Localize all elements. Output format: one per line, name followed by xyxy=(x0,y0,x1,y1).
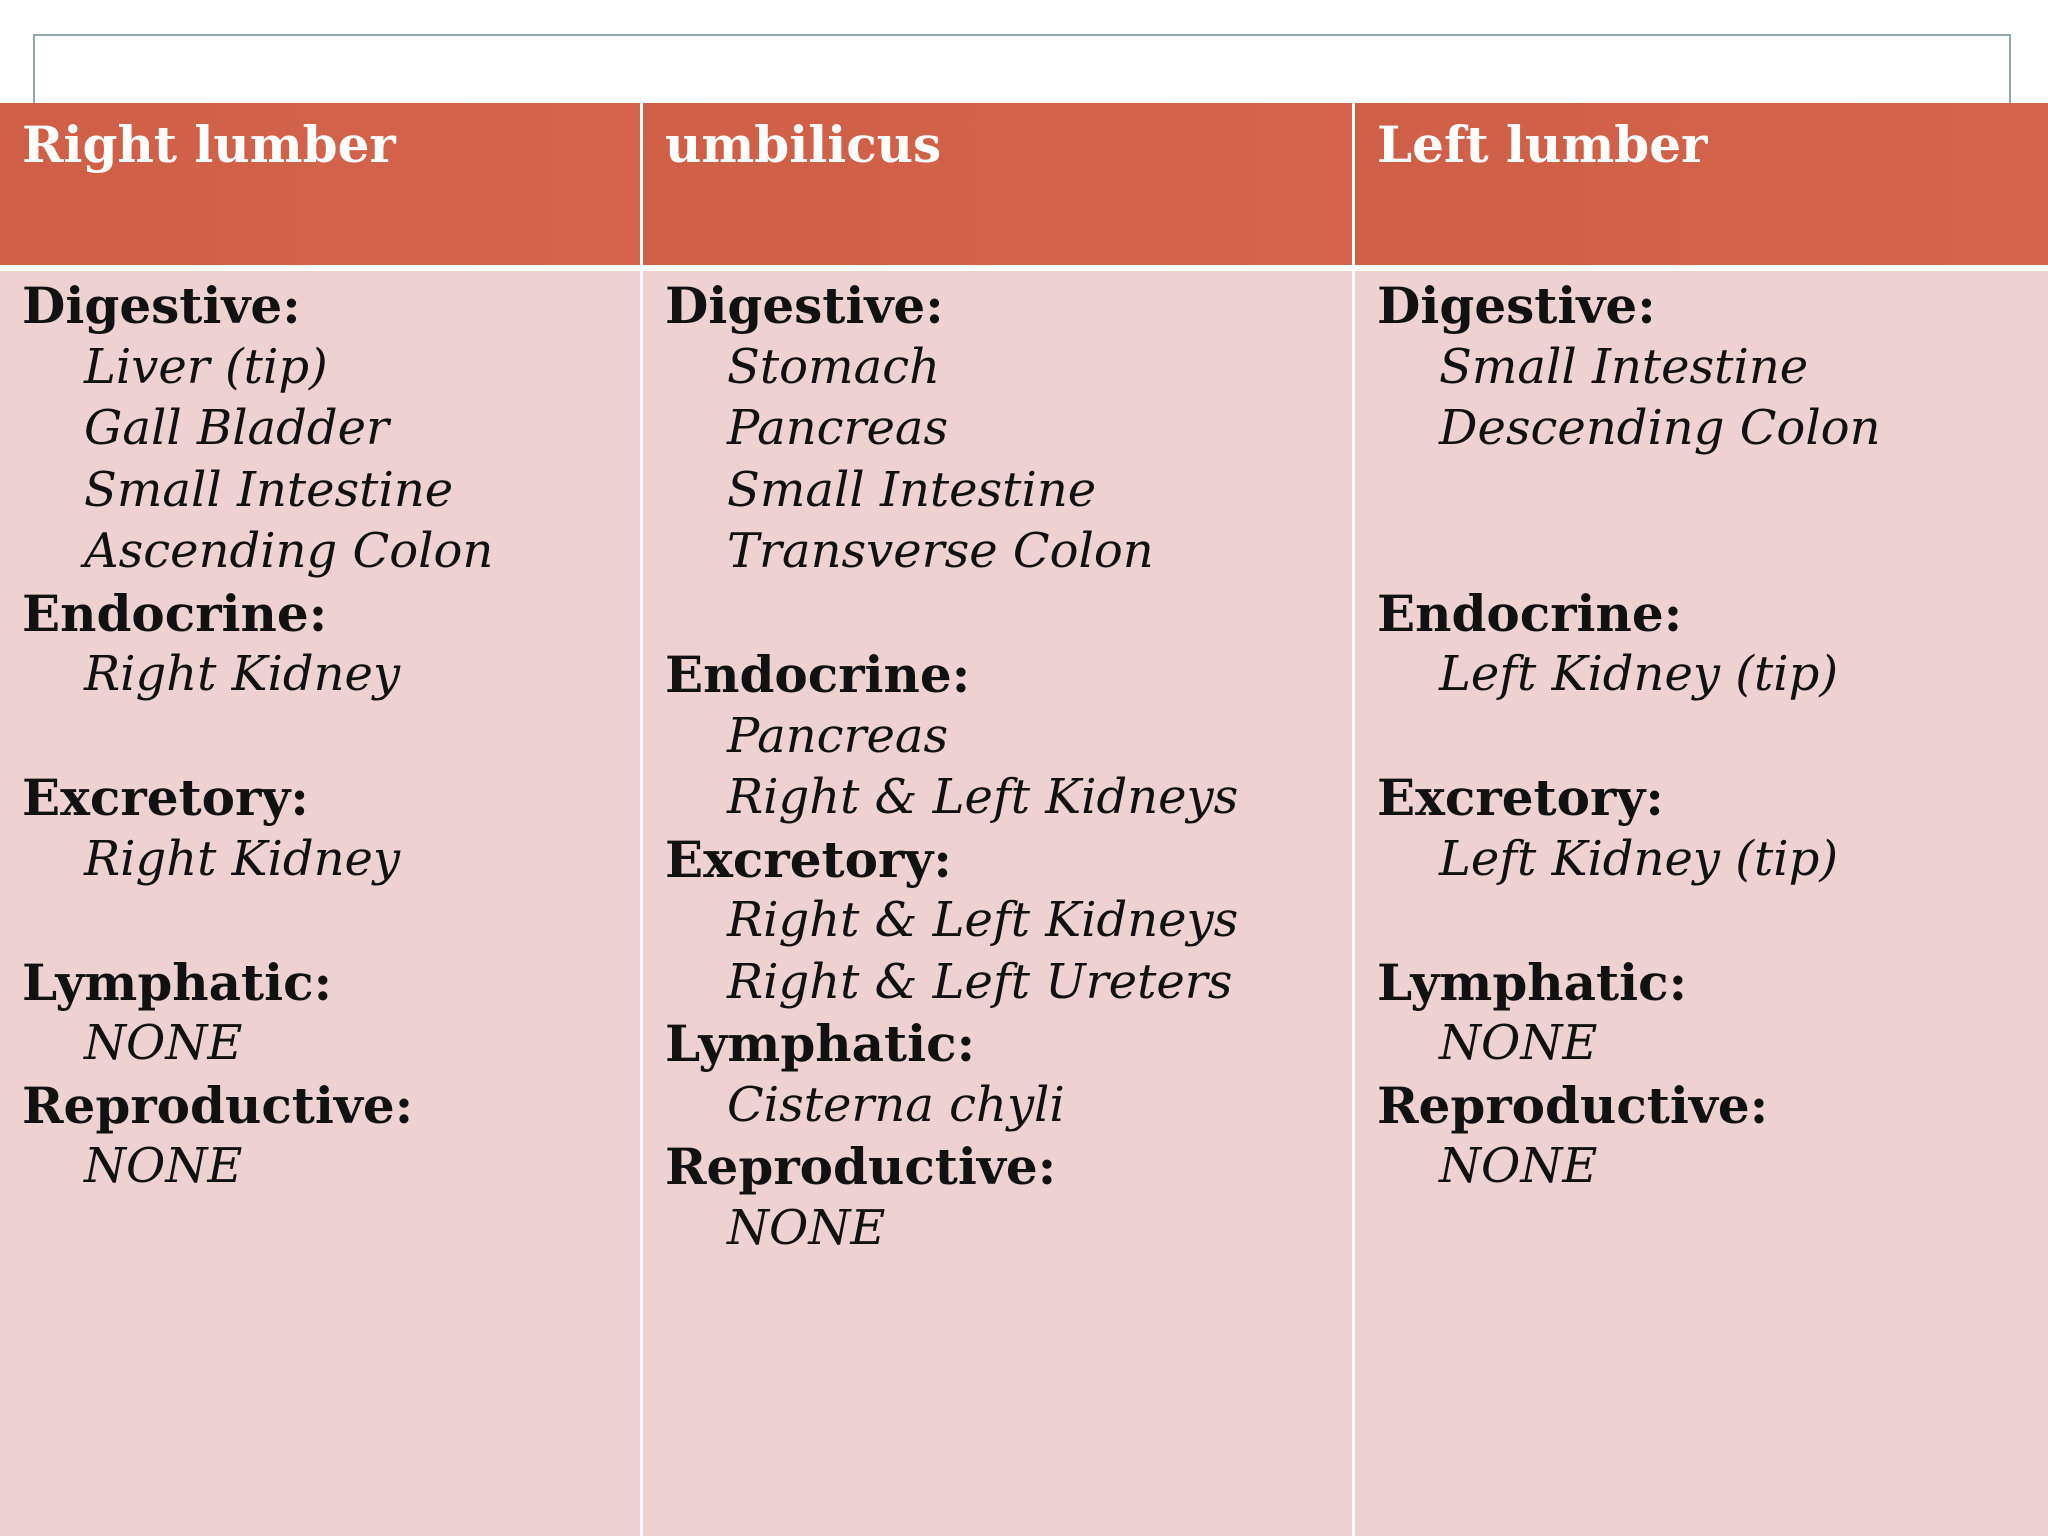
system-category-label: Lymphatic: xyxy=(1377,952,1688,1012)
organ-list xyxy=(665,275,1342,1259)
system-category-label: Reproductive: xyxy=(22,1075,414,1135)
spacer xyxy=(22,890,630,952)
organ-item: Pancreas xyxy=(727,400,949,456)
organ-list xyxy=(22,275,630,1198)
spacer xyxy=(1377,460,2038,522)
column-header-label: Left lumber xyxy=(1377,115,1708,174)
organ-item: Left Kidney (tip) xyxy=(1439,646,1839,702)
column-right-lumber xyxy=(0,103,640,1536)
organ-item: Right Kidney xyxy=(84,646,401,702)
organ-item: Pancreas xyxy=(727,707,949,764)
system-category-label: Reproductive: xyxy=(665,1137,1057,1196)
system-category-label: Endocrine: xyxy=(665,645,971,704)
column-header xyxy=(1355,103,2048,265)
organ-item: Cisterna chyli xyxy=(727,1076,1065,1133)
column-body xyxy=(643,271,1352,1536)
column-umbilicus xyxy=(643,103,1352,1536)
organ-item: NONE xyxy=(84,1138,243,1194)
organ-item: NONE xyxy=(84,1015,243,1071)
column-body xyxy=(1355,271,2048,1536)
spacer xyxy=(1377,521,2038,583)
organ-item: Right & Left Kidneys xyxy=(727,892,1239,948)
organ-item: Right Kidney xyxy=(84,830,401,887)
organ-item: Transverse Colon xyxy=(727,523,1154,579)
system-category-label: Digestive: xyxy=(665,276,944,335)
system-category-label: Digestive: xyxy=(1377,276,1656,335)
organ-item: Descending Colon xyxy=(1439,400,1881,456)
spacer xyxy=(1377,890,2038,952)
slide-title-frame xyxy=(33,34,2011,114)
system-category-label: Reproductive: xyxy=(1377,1075,1769,1135)
spacer xyxy=(665,583,1342,645)
column-left-lumber xyxy=(1355,103,2048,1536)
column-header-label: umbilicus xyxy=(665,115,942,174)
system-category-label: Excretory: xyxy=(22,768,309,827)
column-header xyxy=(0,103,640,265)
organ-item: Gall Bladder xyxy=(84,400,389,456)
organ-item: Ascending Colon xyxy=(84,523,494,579)
spacer xyxy=(1377,706,2038,768)
organ-item: NONE xyxy=(1439,1015,1598,1071)
organ-item: Liver (tip) xyxy=(84,338,328,395)
system-category-label: Digestive: xyxy=(22,276,301,335)
organ-item: Right & Left Ureters xyxy=(727,953,1233,1010)
regions-table xyxy=(0,103,2048,1536)
system-category-label: Excretory: xyxy=(665,829,952,889)
organ-item: NONE xyxy=(1439,1138,1598,1194)
organ-list xyxy=(1377,275,2038,1198)
organ-item: Small Intestine xyxy=(1439,338,1809,395)
organ-item: Stomach xyxy=(727,338,940,395)
organ-item: NONE xyxy=(727,1199,886,1256)
system-category-label: Excretory: xyxy=(1377,768,1664,827)
system-category-label: Lymphatic: xyxy=(665,1014,976,1073)
system-category-label: Lymphatic: xyxy=(22,952,333,1012)
organ-item: Small Intestine xyxy=(727,461,1097,518)
column-body xyxy=(0,271,640,1536)
system-category-label: Endocrine: xyxy=(22,583,328,643)
column-header-label: Right lumber xyxy=(22,115,396,174)
column-header xyxy=(643,103,1352,265)
organ-item: Small Intestine xyxy=(84,461,454,518)
spacer xyxy=(22,706,630,768)
organ-item: Right & Left Kidneys xyxy=(727,769,1239,825)
system-category-label: Endocrine: xyxy=(1377,583,1683,643)
organ-item: Left Kidney (tip) xyxy=(1439,830,1839,887)
